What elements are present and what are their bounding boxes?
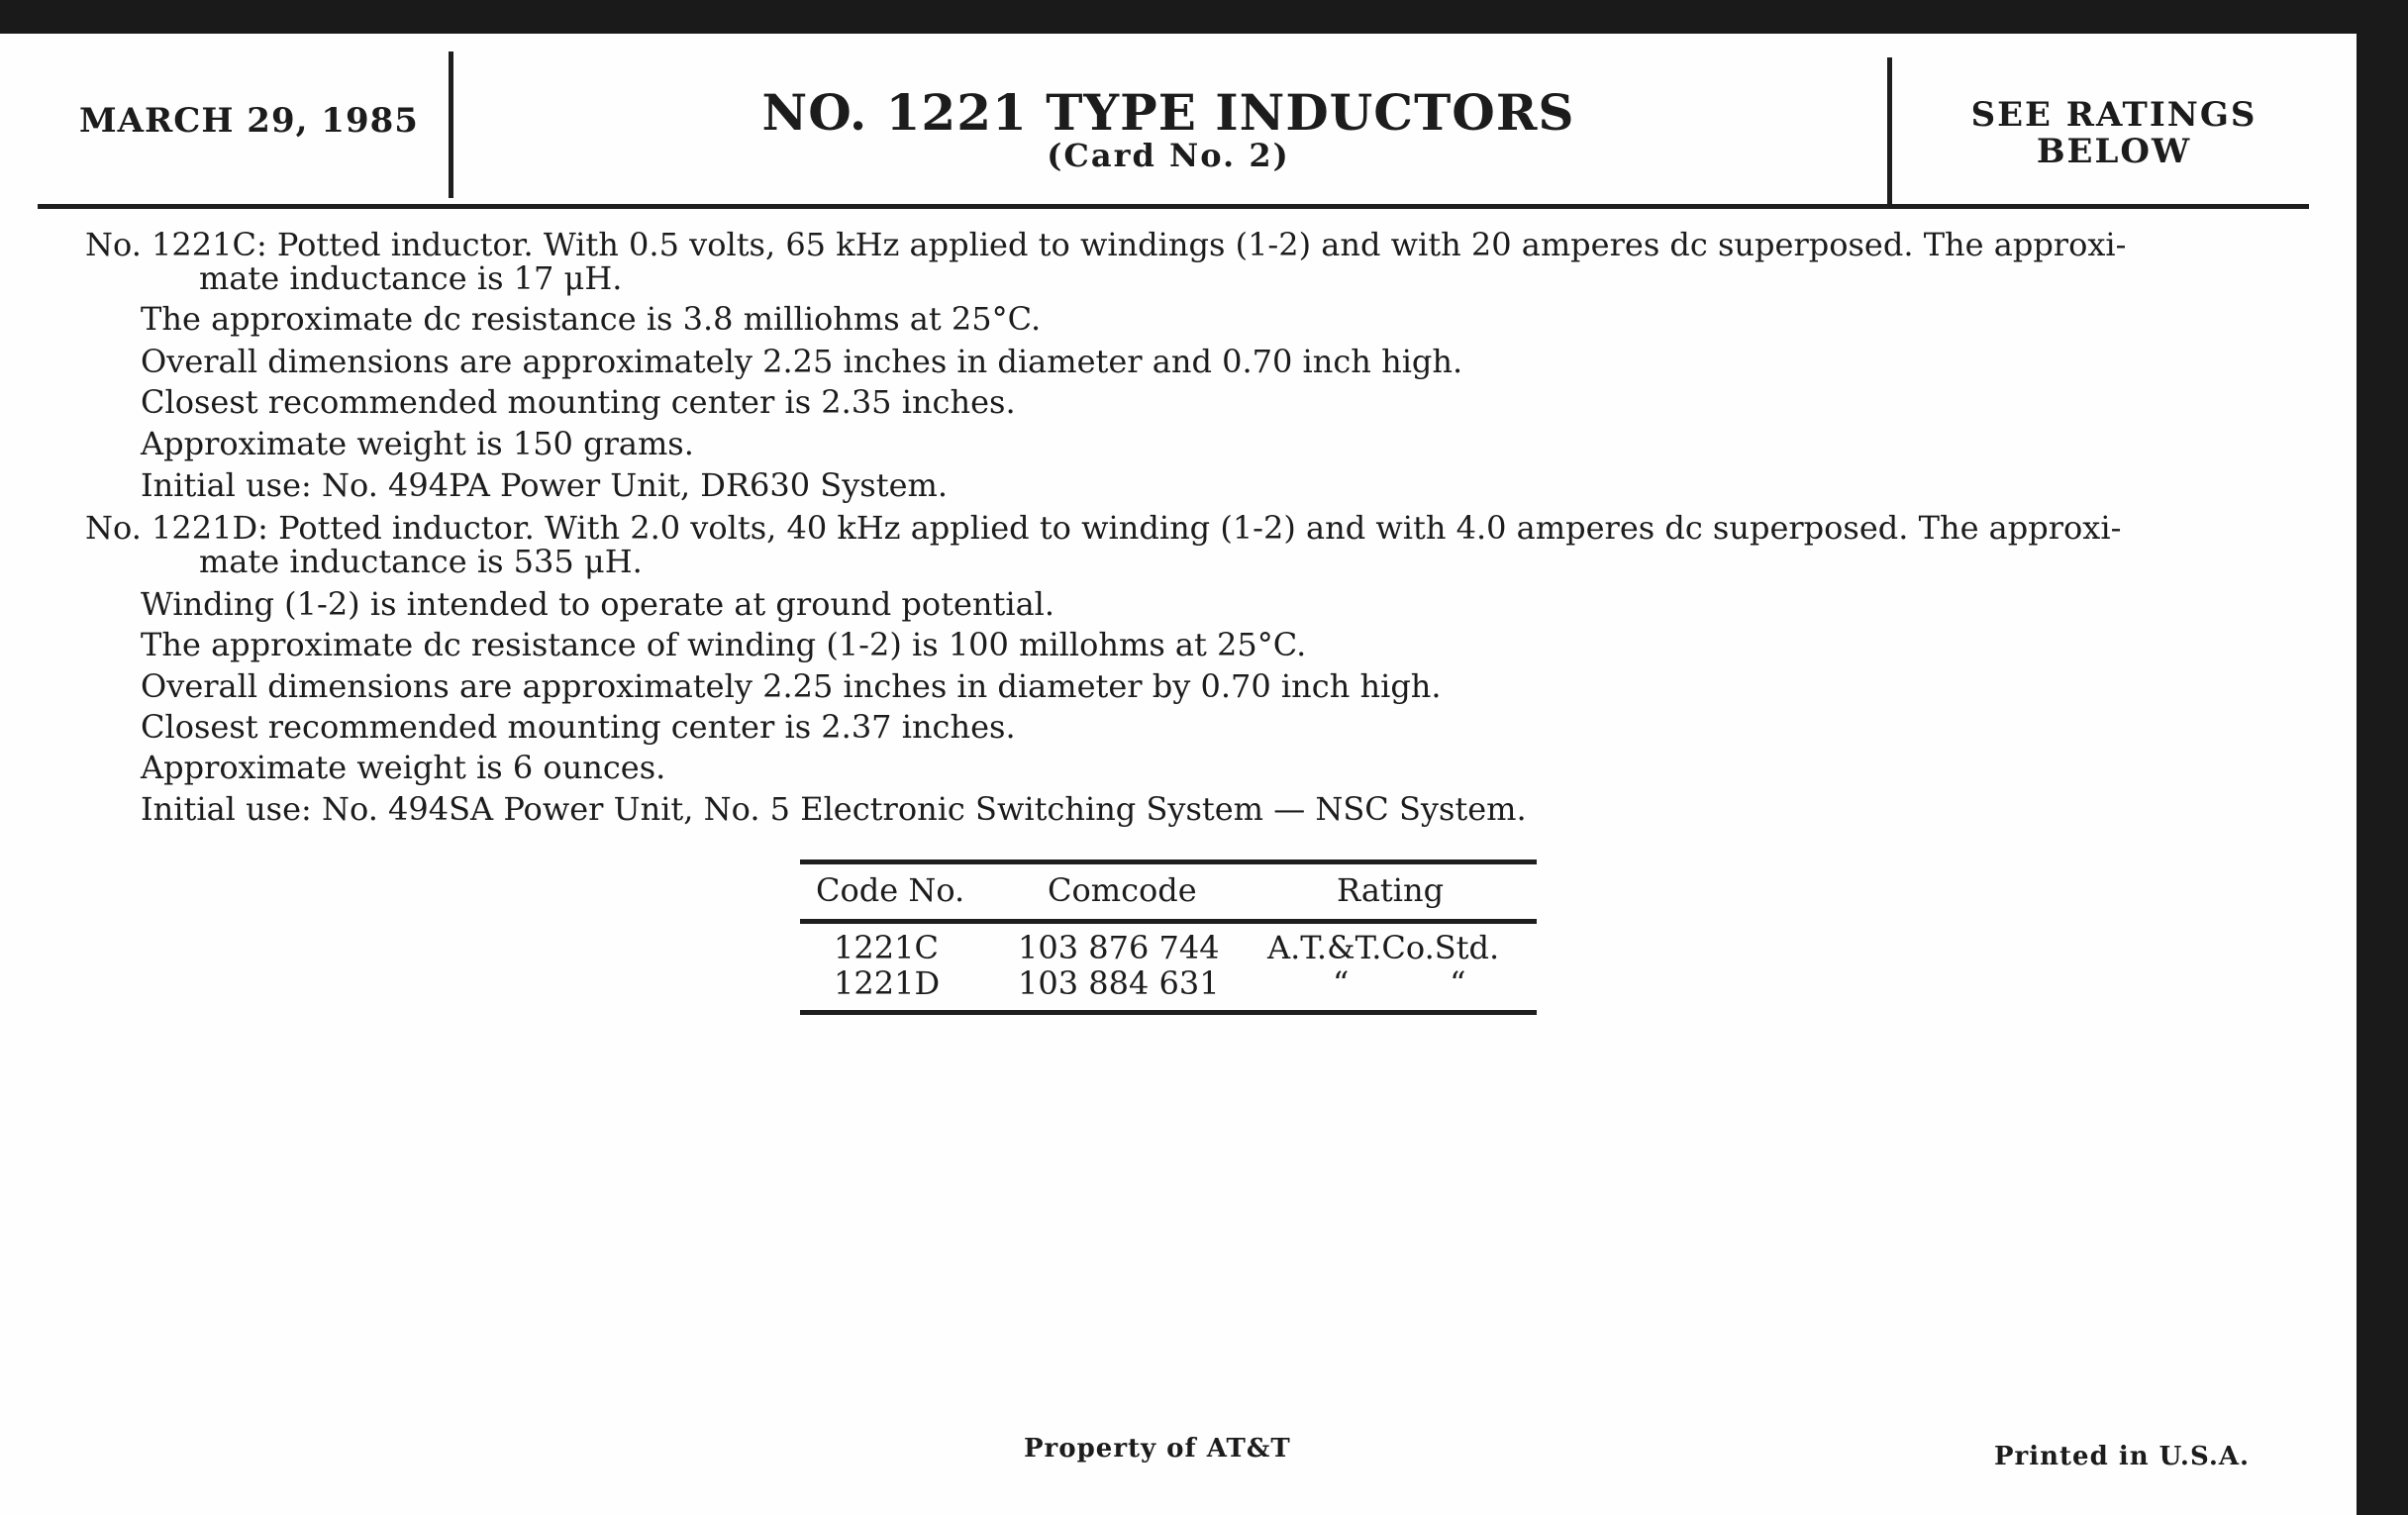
item-d-line1: No. 1221D: Potted inductor. With 2.0 volts, 40 kHz applied to winding (1-2) and with 4.0 amperes dc superposed. The approxi- <box>85 509 2122 547</box>
col-header-rating: Rating <box>1337 871 1445 909</box>
ratings-note <box>1891 97 2337 170</box>
item-c-dimensions: Overall dimensions are approximately 2.25 inches in diameter and 0.70 inch high. <box>141 343 1463 380</box>
row2-comcode: 103 884 631 <box>1018 964 1220 1002</box>
table-header-rule <box>800 919 1537 924</box>
item-d-description <box>85 511 2263 578</box>
item-d-mounting: Closest recommended mounting center is 2.37 inches. <box>141 708 1016 746</box>
header-rule <box>38 204 2309 209</box>
item-c-description <box>85 228 2263 295</box>
page-title: NO. 1221 TYPE INDUCTORS <box>761 83 1575 142</box>
table-bottom-rule <box>800 1010 1537 1015</box>
item-c-weight: Approximate weight is 150 grams. <box>141 425 694 462</box>
item-d-resistance: The approximate dc resistance of winding (1-2) is 100 millohms at 25°C. <box>141 626 1307 663</box>
col-header-code: Code No. <box>816 871 965 909</box>
header-divider-left <box>449 51 453 198</box>
table-top-rule <box>800 859 1537 864</box>
scan-top-border <box>0 0 2408 34</box>
ratings-note-line1: SEE RATINGS <box>1970 95 2258 135</box>
item-c-initial-use: Initial use: No. 494PA Power Unit, DR630 System. <box>141 466 949 504</box>
item-d-winding: Winding (1-2) is intended to operate at ground potential. <box>141 585 1055 623</box>
item-d-initial-use: Initial use: No. 494SA Power Unit, No. 5 Electronic Switching System — NSC System. <box>141 790 1527 828</box>
scan-right-border <box>2357 0 2408 1515</box>
item-c-mounting: Closest recommended mounting center is 2.35 inches. <box>141 383 1016 421</box>
item-c-line1: No. 1221C: Potted inductor. With 0.5 volts, 65 kHz applied to windings (1-2) and with 20 amperes dc superposed. The approxi- <box>85 226 2127 263</box>
col-header-comcode: Comcode <box>1048 871 1197 909</box>
ratings-note-line2: BELOW <box>2036 132 2192 171</box>
item-c-resistance: The approximate dc resistance is 3.8 milliohms at 25°C. <box>141 300 1042 338</box>
item-d-dimensions: Overall dimensions are approximately 2.25 inches in diameter by 0.70 inch high. <box>141 667 1442 705</box>
card-number: (Card No. 2) <box>1047 137 1290 174</box>
row1-code: 1221C <box>834 929 939 966</box>
row2-code: 1221D <box>834 964 941 1002</box>
item-d-weight: Approximate weight is 6 ounces. <box>141 749 666 786</box>
row1-comcode: 103 876 744 <box>1018 929 1220 966</box>
item-d-line2: mate inductance is 535 μH. <box>199 543 643 580</box>
issue-date: MARCH 29, 1985 <box>79 101 419 141</box>
item-c-line2: mate inductance is 17 μH. <box>199 259 623 297</box>
row2-rating-ditto: “ “ <box>1333 964 1466 1002</box>
row1-rating: A.T.&T.Co.Std. <box>1267 929 1500 966</box>
printed-note: Printed in U.S.A. <box>1994 1442 2251 1471</box>
property-note: Property of AT&T <box>1024 1434 1291 1464</box>
